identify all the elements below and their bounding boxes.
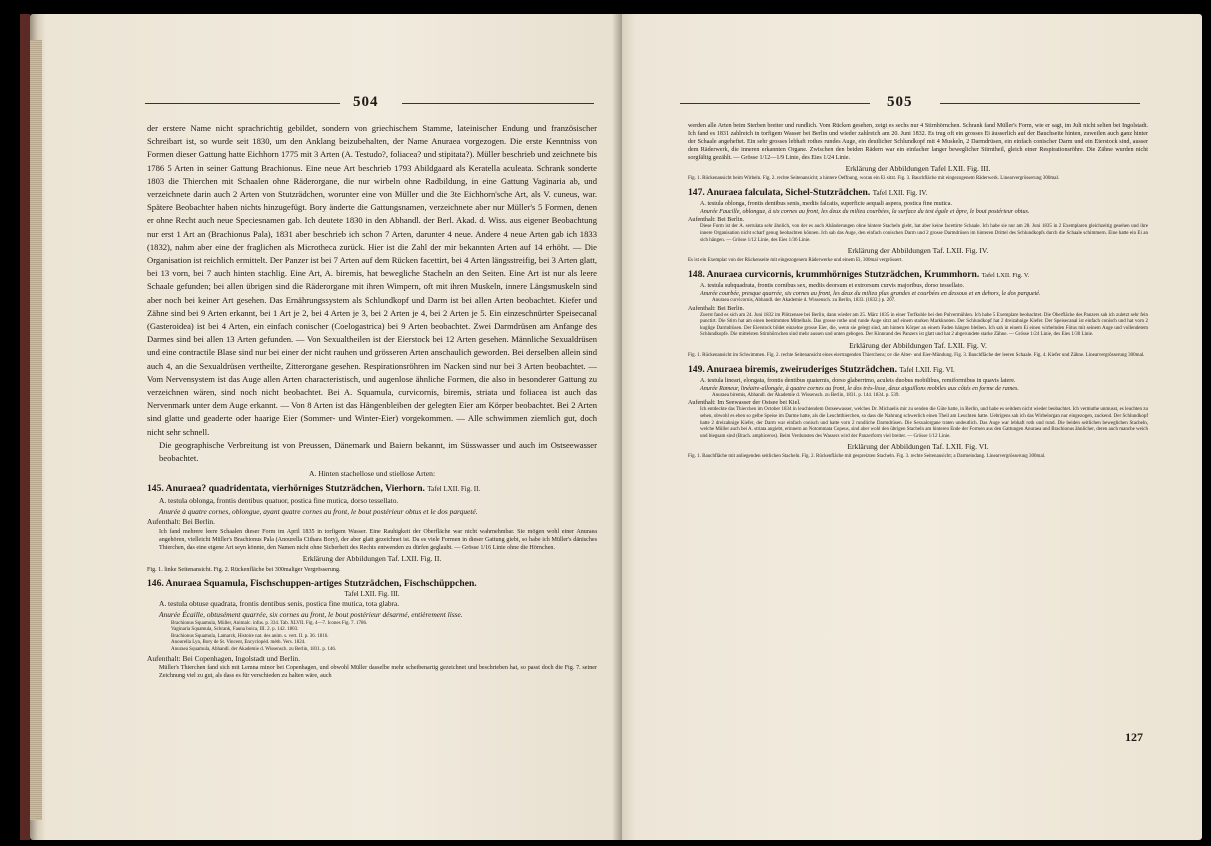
species-146-reference: Vaginaria Squamula, Schrank, Fauna boica, III. 2. p. 142. 1803. (171, 627, 299, 633)
species-148-figure-title: Erklärung der Abbildungen Taf. LXII. Fig. V. (849, 340, 987, 350)
species-148-latin: A. testula subquadrata, frontis cornibus sex, mediis deorsum et extrorsum curvis majoribus, dorso tessellato. (700, 282, 965, 289)
species-147-figure-title: Erklärung der Abbildungen Taf. LXII. Fig. IV. (847, 246, 989, 256)
species-146-reference: Anuraea Squamula, Abhandl. der Akademie d. Wissensch. zu Berlin, 1831. p. 146. (171, 647, 337, 652)
species-145-text: Ich fand mehrere leere Schaalen dieser Form im April 1835 in torfigem Wasser. Eine Rauhigkeit der Oberfläche war nicht wahrnehmbar. Sie mögen wohl einer Anuraea angehören, vielleicht Müller's Brachionus Pala (Anourella Cithara Bory), der aber glatt gezeichnet ist. Da es viele Formen in dieser Gattung giebt, so habe ich Müller's dänisches Thierchen, das eine eigene Art seyn könnte, den Namen nicht ohne Sicherheit des Rechts entwenden zu dürfen geglaubt. — Grösse 1/16 Linie ohne die Hörnchen. (159, 529, 597, 552)
species-149-habitat: Aufenthalt: Im Seewasser der Ostsee bei Kiel. (688, 400, 801, 407)
header-rule-left-b (402, 103, 594, 104)
species-145-title: 145. Anuraea? quadridentata, vierhörniges Stutzrädchen, Vierhorn. (147, 483, 425, 495)
species-145-habitat: Aufenthalt: Bei Berlin. (147, 517, 215, 527)
species-147-heading (688, 186, 1148, 200)
species-146-habitat: Aufenthalt: Bei Copenhagen, Ingolstadt und Berlin. (147, 653, 300, 663)
section-heading-a: A. Hinten stachellose und stiellose Arten: (308, 469, 436, 479)
page-stack-edge (30, 40, 42, 820)
species-146-heading (147, 577, 597, 590)
page-number-right: 505 (887, 94, 913, 110)
species-149-figure-title: Erklärung der Abbildungen Taf. LXII. Fig. VI. (847, 442, 989, 452)
species-148-plate: Tafel LXII. Fig. V. (981, 271, 1030, 279)
species-147-plate: Tafel LXII. Fig. IV. (872, 189, 928, 198)
species-149-french: Anurée Rameur, linéaire-allongée, à quatre cornes au front, le dos très-lisse, deux aiguillons mobiles aux côtés en forme de rames. (700, 385, 1019, 392)
species-148-text: Zuerst fand es sich am 24. Juni 1832 im Plötzensee bei Berlin, dann wieder am 25. März 1835 in einer Torfkuhle bei den Pulvermühlen. Ich habe 5 Exemplare beobachtet. Die Oberfläche des Panzers sah ich zuletzt sehr fein punctirt. Die Stirn hat am einen bestimmten Mittelhals. Das grosse rothe und runde Auge sitzt auf einem starken Markknoten. Der Schlundkopf hat 2 dreizahnige Kiefer. Der Speisecanal ist einfach conisch und hat vorn 2 kuglige Darmdrüsen. Der Eierstock bildet einzelne grosse Eier, die, wenn sie gelegt sind, am hintern Körper an einem Faden hängen bleiben. Ich sah in einem Ei einen wirbelnden Fötus mit seinem Auge und vollendetem Schlundkopfe. Die mittelsten Stirnhörnchen sind mehr aussen und unten gebogen. Der Kinnrand des Panzers ist glatt und hat 2 abgerundete starke Zähne. — Grösse 1/24 Linie, des Eies 1/30 Linie. (700, 312, 1148, 338)
species-146-french: Anurée Écaille, obtusément quarrée, six cornes au front, le bout postérieur désarmé, entièrement lisse. (159, 610, 463, 620)
intro-paragraph: der erstere Name nicht sprachrichtig gebildet, sondern von griechischem Stamme, lateinischer Endung und französischer Schreibart ist, so wurde seit 1830, um den Anklang beizubehalten, der Name Anuraea vorgezogen. Die erste Kenntniss von Formen dieser Gattung hatte Eichhorn 1775 mit 3 Arten (A. Testudo?, foliacea? und stipitata?). Müller beschrieb und zeichnete bis 1786 5 Arten in seiner Gattung Brachionus. Eine neue Art beschrieb 1793 Abildgaard als Keratella aculeata. Schrank sonderte 1803 die Thierchen mit Schaalen ohne Räderorgane, die nur wirbeln ohne Radbildung, in eine Gattung Vaginaria ab, und verzeichnete darin auch 2 Arten von Stutzrädchen, worunter eine von Müller und die 3te Eichhorn'sche Art, als V. cuneus, war. Spätere Beobachter haben nichts hinzugefügt. Bory änderte die Gattungsnamen, verzeichnete aber nur Müller's 5 Formen, denen er ohne Recht auch neue Speciesnamen gab. Ich deutete 1830 in den Abhandl. der Berl. Akad. d. Wiss. aus eigener Beobachtung nur erst 1 Art an (Brachionus Pala), 1831 aber beschrieb ich schon 7 Arten, darunter 4 neue. Andere 4 neue Arten gab ich 1833 (1832), nahm aber eine der fraglichen als Microtheca zurück. Hier ist die Zahl der mir bekannten Arten auf 14 erhöht. — Die Organisation ist reichlich ermittelt. Der Panzer ist bei 7 Arten auf dem Rücken facettirt, bei 4 Arten längsstreifig, bei 3 Arten glatt, bei 13 vorn, bei 7 auch hinten stachlig. Eine Art, A. biremis, hat bewegliche Stacheln an den Seiten. Eine Art ist nur als leere Schaale gefunden; bei allen übrigen sind die Räderorgane mit ihren Wimpern, oft mit ihren Muskeln, innere Längsmuskeln sind aber noch bei keiner Art gesehen. Das Ernährungssystem als Schlundkopf und Darm ist bei allen Arten beobachtet. Kiefer und Zähne sind bei 9 Arten erkannt, bei 1 Art je 2, bei 4 Arten je 3, bei 2 Arten je 4, bei 2 Arten je 5. Ein einzeschnürter Speisecanal (Gasteroidea) ist bei 4 Arten, ein einfach conischer (Coelogastrica) bei 9 Arten beobachtet. Zwei Darmdrüsen am Anfange des Darmes sind bei allen 13 Arten gefunden. — Von Sexualtheilen ist der Eierstock bei 12 Arten gesehen. Männliche Sexualdrüsen und eine contractile Blase sind nur bei einer der nicht rauhen und grösseren Arten anschaulich geworden. Bei derselben allein sind auch 4, an die Sexualdrüsen vertheilte, Zitterorgane gesehen. Respirationsröhren im Nacken sind nur bei 3 Arten beobachtet. — Vom Nervensystem ist das Auge allen Arten characteristisch, und augenlose ähnliche Formen, die also in besonderer Gattung zu verzeichnen wären, sind noch nicht beobachtet. Bei A. Squamula, curvicornis, biremis, striata und foliacea ist auch das Nervenmark unter dem Auge erkannt. — Von 8 Arten ist das Hängenbleiben der gelegten Eier am Körper beobachtet. Bei 2 Arten sind glatte und geaderte oder haarige Eier (Sommer- und Winter-Eier) vorgekommen. — Alle schwimmen ziemlich gut, doch nicht sehr schnell. (147, 123, 597, 437)
species-146-reference: Brachionus Squamula, Lamarck, Histoire nat. des anim. s. vert. II. p. 36. 1816. (171, 633, 329, 639)
species-148-french: Anurée courbée, presque quarrée, six cornes au front, les deux du milieu plus grandes et courbées en dessous et en dehors, le dos parqueté. (700, 290, 1041, 297)
book-cover-edge (20, 14, 30, 840)
species-146-plate: Tafel LXII. Fig. III. (344, 590, 400, 599)
species-146-text: Müller's Thierchen fand sich mit Lemna minor bei Copenhagen, und obwohl Müller dasselbe mehr scheibenartig gezeichnet und beschrieben hat, so passt doch die Fig. 7. seiner Zeichnung viel zu gut, als dass es für verschieden zu halten wäre, auch (159, 665, 597, 680)
species-149-latin: A. testula lineari, elongata, frontis dentibus quaternis, dorso glaberrimo, aculeis duobus mobilibus, remiformibus in quavis latere. (700, 377, 1016, 384)
species-147-habitat: Aufenthalt: Bei Berlin. (688, 217, 745, 224)
left-text-column (147, 122, 597, 680)
right-page (622, 14, 1202, 840)
species-145-figure-text: Fig. 1. linke Seitenansicht. Fig. 2. Rückenfläche bei 300maliger Vergrösserung. (147, 567, 341, 574)
geography-paragraph: Die geographische Verbreitung ist von Preussen, Dänemark und Baiern bekannt, im Süsswasser und auch im Ostseewasser beobachtet. (159, 439, 597, 464)
signature-mark: 127 (1125, 730, 1143, 744)
species-147-title: 147. Anuraea falculata, Sichel-Stutzrädchen. (688, 187, 871, 199)
species-146-figure-text: Fig. 1. Rückenansicht beim Wirbeln. Fig. 2. rechte Seitenansicht; a hintere Oeffnung, woran ein Ei sitzt. Fig. 3. Bauchfläche mit eingezogenem Räderwerk. Linearvergrösserung 300mal. (688, 176, 1060, 182)
species-148-habitat: Aufenthalt: Bei Berlin. (688, 305, 745, 312)
header-rule-right-a (680, 103, 870, 104)
species-148-heading (688, 268, 1148, 282)
species-146-references (147, 621, 597, 654)
species-145-figure-title: Erklärung der Abbildungen Taf. LXII. Fig. II. (302, 554, 442, 564)
species-146-figure-title: Erklärung der Abbildungen Tafel LXII. Fig. III. (845, 164, 991, 174)
species-148-title: 148. Anuraea curvicornis, krummhörniges Stutzrädchen, Krummhorn. (688, 268, 980, 280)
species-148-figure-text: Fig. 1. Rückenansicht im Schwimmen. Fig. 2. rechte Seitenansicht eines eiertragenden Thierchens; ov die Alter- und Eier-Mündung. Fig. 3. Bauchfläche der leeren Schaale. Fig. 4. Kiefer und Zähne. Linearvergrösserung 300mal. (688, 352, 1145, 358)
right-text-column (688, 122, 1148, 461)
species-147-french: Anurée Faucille, oblongue, à six cornes au front, les deux du milieu courbées, la surface du test égale et âpre, le bout postérieur obtus. (700, 209, 1030, 216)
species-146-continued-text: werden alle Arten beim Sterben breiter und rundlich. Vom Rücken gesehen, zeigt es sechs nur 4 Stirnhörnchen. Schrank fand Müller's Form, wie er sagt, im Juli nicht selten bei Ingolstadt. Ich fand es 1831 zahlreich in torfigem Wasser bei Berlin und wieder zahlreich am 20. Juni 1832. Es trug oft ein grosses Ei äusserlich auf der Bauchseite hinten, zuweilen auch ganz hinter der Schaale angeheftet. Ein sehr grosses lebhaft rothes rundes Auge, ein deutlicher Schlundkopf mit 4 Muskeln, 2 Darmdrüsen, ein einfach conischer Darm und ein Eierstock sind, ausser dem Räderwerk, die inneren erkannten Organe. Zwischen den beiden Rädern war ein einfacher langer beweglicher Stirntheil, gleich einer Respirationsröhre. Die Zähne wurden nicht sorgfältig gezählt. — Grösse 1/12—1/9 Linie, des Eies 1/24 Linie. (688, 123, 1148, 162)
left-page (30, 14, 622, 840)
species-146-reference: Brachionus Squamula, Müller, Animalc. infus. p. 334. Tab. XLVII. Fig. 4—7. Icones Fig. 7. 1786. (171, 620, 368, 626)
page-number-left: 504 (353, 94, 379, 110)
species-149-text: Ich entdeckte das Thierchen im October 1834 in leuchtendem Ostseewasser, welches Dr. Michaelis mir zu senden die Güte hatte, in Berlin, und habe es seitdem nicht wieder beobachtet. Ich vermuthe unmusst, es leuchten zu sehen, obwohl es eben so gelbe Speise im Darme hatte, als die Leuchtthierchen, so dass die Nahrung schwerlich einen Theil am Leuchten hatte. Uebrigens sah ich das Wirbelorgan nur eingezogen, zuckend. Der Schlundkopf hatte 2 dreizahnige Kiefer, der Darm war einfach conisch und hatte vorn 2 rundliche Darmdrüsen. Die Sexualorgane traten undeutlich. Das Auge war lebhaft roth und rund. Die beiden seitlichen beweglichen Stacheln, welche Müller auch bei A. striata angiebt, erinnern an Notommata Copeus, sind aber wohl den übrigen Stacheln am hinteren Ende der Formen aus den Gattungen Anuraea und Brachionus ähnlicher, deren auch manche weich und biegsam sind (Brach. amphiceros). Beim Verdunsten des Wassers wird der Panzerform viel breiter. — Grösse 1/12 Linie. (700, 407, 1148, 439)
header-rule-right-b (940, 103, 1140, 104)
species-146-latin: A. testula obtuse quadrata, frontis dentibus senis, postica fine mutica, tota glabra. (159, 599, 400, 609)
species-147-figure-text: Es ist ein Exemplar von der Rückenseite mit eingezogenem Räderwerke und einem Ei, 300mal vergrössert. (688, 258, 903, 264)
species-145-french: Anurée à quatre cornes, oblongue, ayant quatre cornes au front, le bout postérieur obtus et le dos parqueté. (159, 506, 478, 516)
species-149-title: 149. Anuraea biremis, zweiruderiges Stutzrädchen. (688, 363, 898, 375)
species-146-title: 146. Anuraea Squamula, Fischschuppen-artiges Stutzrädchen, Fischschüppchen. (147, 578, 477, 590)
species-146-reference: Anourella Lyn, Bory de St. Vincent, Encyclopéd. méth. Vers. 1824. (171, 640, 306, 646)
header-rule-left-a (145, 103, 340, 104)
species-149-reference: Anuraea biremis, Abhandl. der Akademie d. Wissensch. zu Berlin, 1831. p. 144. 1834. p. 539. (712, 392, 900, 398)
species-145-heading (147, 482, 597, 496)
species-149-figure-text: Fig. 1. Bauchfläche mit anliegenden seitlichen Stacheln. Fig. 2. Rückenfläche mit gespreizten Stacheln. Fig. 3. rechte Seitenansicht; a Darmeindang. Linearvergrösserung 300mal. (688, 454, 1046, 460)
species-147-text: Diese Form ist der A. serrulata sehr ähnlich, von der es auch Abänderungen ohne hintere Stacheln giebt, hat aber keine facettirte Schaale. Ich habe sie nur am 28. Juni 1835 in 2 Exemplaren gleichzeitig gesehen und ihre innere Organisation nicht scharf genug beobachten können. Ich sah das Auge, den einfach conischen Darm und 2 grosse Darmdrüsen im hinteren Drittel des Schlundkopfs durch die Schaale schimmern. Eine hatte ein Ei an sich hängen. — Grösse 1/12 Linie, des Eies 1/36 Linie. (700, 224, 1148, 243)
species-145-plate: Tafel LXII. Fig. II. (427, 485, 481, 494)
species-149-plate: Tafel LXII. Fig. VI. (899, 365, 955, 374)
species-148-reference: Anuraea curvicornis, Abhandl. der Akademie d. Wissensch. zu Berlin, 1833. (1832.) p. 207. (712, 297, 896, 303)
species-147-latin: A. testula oblonga, frontis dentibus senis, mediis falcatis, superficie aequali aspera, postica fine mutica. (700, 201, 952, 208)
species-149-heading (688, 363, 1148, 377)
species-145-latin: A. testula oblonga, frontis dentibus quatuor, postica fine mutica, dorso tessellato. (159, 496, 399, 506)
